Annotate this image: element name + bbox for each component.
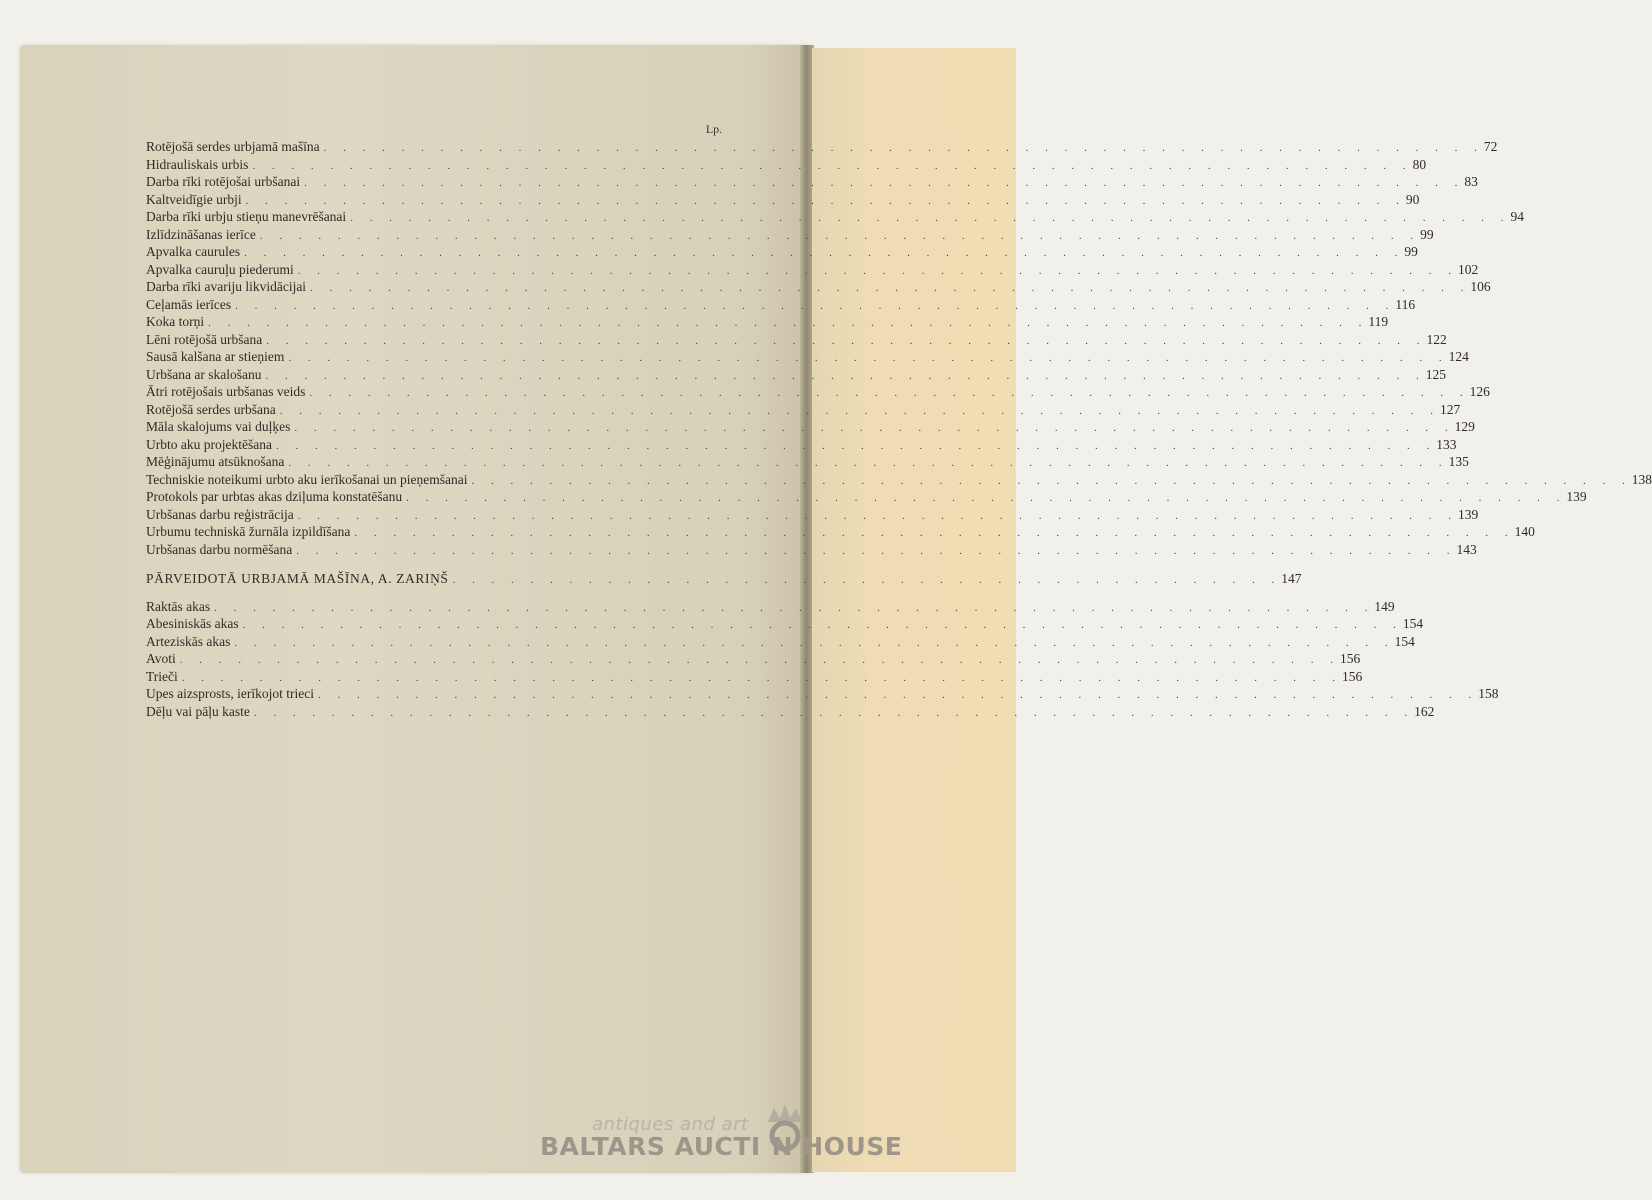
toc-entry-page: 154 <box>1394 633 1415 649</box>
toc-leader-dots: . . . . . . . . . . . . . . . . . . . . . . . . . . . . . . . . . . . . . . . . . . . . . . . . . . . . . . . . . . . . <box>296 544 1457 557</box>
toc-entry-page: 139 <box>1566 489 1587 504</box>
toc-entry-title: Upes aizsprosts, ierīkojot trieci <box>146 686 314 701</box>
toc-entry <box>146 261 1479 279</box>
toc-entry-title: Arteziskās akas <box>146 633 231 649</box>
toc-entry-title: Sausā kalšana ar stieņiem <box>146 349 285 364</box>
toc-entry-page: 94 <box>1510 209 1524 224</box>
toc-leader-dots: . . . . . . . . . . . . . . . . . . . . . . . . . . . . . . . . . . . . . . . . . . . . . . . . . . . . . . . . . . . . <box>252 159 1413 172</box>
toc-entry <box>146 243 1418 261</box>
toc-leader-dots: . . . . . . . . . . . . . . . . . . . . . . . . . . . . . . . . . . . . . . . . . . . . . . . . . . . . . . . . . . . . <box>275 439 1437 452</box>
toc-entry <box>146 278 1491 296</box>
toc-entry <box>146 418 1475 436</box>
toc-entry-title: Māla skalojums vai duļķes <box>146 419 291 434</box>
toc-entry <box>146 668 1363 686</box>
toc-leader-dots: . . . . . . . . . . . . . . . . . . . . . . . . . . . . . . . . . . . . . . . . . . . . . . . . . . . . . . . . . . . . <box>309 387 1470 399</box>
auction-house-watermark <box>540 1100 960 1170</box>
toc-entry <box>146 436 1457 454</box>
page-column-label: Lp. <box>705 122 723 136</box>
toc-leader-dots: . . . . . . . . . . . . . . . . . . . . . . . . . . . . . . . . . . . . . . . . . . . . . . . . . . . . . . . . . . . . <box>235 299 1396 312</box>
toc-entry-title: Darba rīki avariju likvidācijai <box>146 279 307 294</box>
toc-leader-dots: . . . . . . . . . . . . . . . . . . . . . . . . . . . . . . . . . . . . . . . . . . . . . . . . . . . . . . . . . . . . <box>259 229 1421 242</box>
toc-entry <box>146 488 1587 506</box>
toc-section-heading <box>146 570 1302 588</box>
toc-entry-page: 124 <box>1448 349 1469 364</box>
toc-entry <box>146 471 1652 489</box>
watermark-brand: BALTARS AUCTI N HOUSE <box>540 1132 903 1161</box>
toc-leader-dots: . . . . . . . . . . . . . . . . . . . . . . . . . . . . . . . . . . . . . . . . . . . . . . . . . . . . . . . . . . . . <box>471 474 1632 487</box>
toc-entry-title: Trieči <box>146 668 178 684</box>
toc-leader-dots: . . . . . . . . . . . . . . . . . . . . . . . . . . . . . . . . . . . . . . . . . . . . . . . . . . . . . . . . . . . . <box>242 619 1403 631</box>
toc-entry-page: 116 <box>1395 296 1416 312</box>
toc-leader-dots: . . . . . . . . . . . . . . . . . . . . . . . . . . . . . . . . . . . . . . . . . . . . . . . . . . . . . . . . . . . . <box>406 492 1567 504</box>
toc-leader-dots: . . . . . . . . . . . . . . . . . . . . . . . . . . . . . . . . . . . . . . . . . . . . . . . . . . . . . . . . . . . . <box>294 422 1455 434</box>
toc-entry-page: 143 <box>1456 541 1477 557</box>
toc-entry-page: 119 <box>1368 314 1389 329</box>
toc-entry-title: Urbšanas darbu normēšana <box>146 541 293 557</box>
toc-entry-title: Rotējošā serdes urbjamā mašīna <box>146 139 320 154</box>
toc-entry-page: 126 <box>1469 384 1490 399</box>
toc-entry <box>146 173 1478 191</box>
toc-entry-title: Abesiniskās akas <box>146 616 239 631</box>
toc-entry-page: 106 <box>1470 279 1491 294</box>
toc-entry-title: PĀRVEIDOTĀ URBJAMĀ MAŠĪNA, A. ZARIŅŠ <box>146 571 449 586</box>
toc-entry-title: Urbto aku projektēšana <box>146 436 272 452</box>
toc-leader-dots: . . . . . . . . . . . . . . . . . . . . . . . . . . . . . . . . . . . . . . . . . . . . . . . . . . . . . . . . . . . . <box>265 369 1426 382</box>
toc-entry-page: 83 <box>1464 174 1478 189</box>
toc-group-2 <box>146 598 1499 721</box>
toc-entry <box>146 703 1435 721</box>
toc-leader-dots: . . . . . . . . . . . . . . . . . . . . . . . . . . . . . . . . . . . . . . . . . . . . . . . . . . . . . . . . . . . . <box>288 457 1449 469</box>
toc-leader-dots: . . . . . . . . . . . . . . . . . . . . . . . . . . . . . . . . . . . . . . . . . . . . . . . . . . . . . . . . . . . . <box>304 177 1465 189</box>
toc-entry-page: 99 <box>1404 244 1418 259</box>
toc-entry <box>146 348 1469 366</box>
toc-leader-dots: . . . . . . . . . . . . . . . . . . . . . . . . . . . . . . . . . . . . . . . . . . . . . . . . . . . . . . . . . . . . <box>323 142 1484 154</box>
toc-entry <box>146 226 1434 244</box>
toc-entry <box>146 383 1490 401</box>
toc-leader-dots: . . . . . . . . . . . . . . . . . . . . . . . . . . . . . . . . . . . . . . . . . . . . . . . . . . . . . . . . . . . . <box>253 706 1415 719</box>
toc-leader-dots: . . . . . . . . . . . . . . . . . . . . . . . . . . . . . . . . . . . . . . . . . . . . . . . . . . . . . . . . . . . . <box>350 212 1511 224</box>
toc-group-1 <box>146 138 1652 558</box>
toc-entry-title: Lēni rotējošā urbšana <box>146 331 263 347</box>
toc-entry-page: 127 <box>1439 401 1461 417</box>
toc-entry-page: 135 <box>1448 454 1469 469</box>
toc-entry-title: Rotējošā serdes urbšana <box>146 401 276 417</box>
toc-entry-title: Raktās akas <box>146 598 211 614</box>
toc-leader-dots: . . . . . . . . . . . . . . . . . . . . . . . . . . . . . . . . . . . . . . . . . . . . . . . . . . . . . . . . . . . . <box>181 671 1343 684</box>
toc-entry-title: Apvalka caurules <box>146 244 241 259</box>
toc-entry-page: 139 <box>1457 506 1479 522</box>
toc-entry <box>146 313 1389 331</box>
toc-entry <box>146 138 1498 156</box>
toc-entry-title: Apvalka cauruļu piederumi <box>146 261 294 277</box>
toc-entry <box>146 366 1446 384</box>
toc-leader-dots: . . . . . . . . . . . . . . . . . . . . . . . . . . . . . . . . . . . . . . . . . . . . . . . . . . . . . . . . . . . . <box>244 247 1405 259</box>
toc-entry-page: 156 <box>1342 668 1363 684</box>
toc-entry <box>146 331 1447 349</box>
toc-entry-page: 162 <box>1414 703 1435 719</box>
toc-leader-dots: . . . . . . . . . . . . . . . . . . . . . . . . . . . . . . . . . . . . . . . . . . . . . . . . . . . . . . . . . . . . <box>234 636 1395 649</box>
toc-leader-dots: . . . . . . . . . . . . . . . . . . . . . . . . . . . . . . . . . . . . . . . . . . . . . . . . . . . . . . . . . . . . <box>208 317 1369 329</box>
toc-entry <box>146 401 1461 419</box>
toc-entry-page: 133 <box>1436 436 1457 452</box>
toc-entry-title: Hidrauliskais urbis <box>146 156 249 172</box>
toc-entry <box>146 208 1524 226</box>
toc-entry-title: Techniskie noteikumi urbto aku ierīkošanai un pieņemšanai <box>146 471 468 487</box>
toc-entry <box>146 650 1361 668</box>
toc-entry <box>146 633 1415 651</box>
toc-entry-title: Darba rīki rotējošai urbšanai <box>146 174 301 189</box>
toc-entry-title: Darba rīki urbju stieņu manevrēšanai <box>146 209 347 224</box>
toc-entry <box>146 156 1427 174</box>
toc-entry-page: 149 <box>1374 598 1395 614</box>
toc-entry-title: Protokols par urbtas akas dziļuma konstatēšanu <box>146 489 403 504</box>
toc-leader-dots: . . . . . . . . . . . . . . . . . . . . . . . . . . . . . . . . . . . . . . . . . . . . . . . . . . . . . . . . . . . . <box>179 654 1340 666</box>
toc-leader-dots: . . . . . . . . . . . . . . . . . . . . . . . . . . . . . . . . . . . . . . . . . . . . . . . . . . . . . . . . . . . . <box>266 334 1427 347</box>
toc-entry <box>146 541 1477 559</box>
toc-leader-dots: . . . . . . . . . . . . . . . . . . . . . . . . . . . . . . . . . . . . . . . . . . . . . . . . . . . . . . . . . . . . <box>245 194 1406 207</box>
toc-entry <box>146 506 1479 524</box>
toc-entry-page: 99 <box>1420 226 1434 242</box>
toc-entry-title: Kaltveidīgie urbji <box>146 191 242 207</box>
toc-entry <box>146 615 1424 633</box>
toc-leader-dots: . . . . . . . . . . . . . . . . . . . . . . . . . . . . . . . . . . . . . . . . . . . . . . . . . . . . . . . . . . . . <box>354 527 1515 539</box>
toc-leader-dots: . . . . . . . . . . . . . . . . . . . . . . . . . . . . . . . . . . . . . . . . . . . . . . . . . . . . . . . . . . . . <box>297 264 1458 277</box>
toc-leader-dots: . . . . . . . . . . . . . . . . . . . . . . . . . . . . . . . . . . . . . . . . . . . . . . . . . . . . . . . . . . . . <box>317 689 1479 701</box>
toc-entry-page: 156 <box>1340 651 1361 666</box>
toc-entry <box>146 685 1499 703</box>
toc-entry <box>146 191 1420 209</box>
toc-leader-dots: . . . . . . . . . . . . . . . . . . . . . . . . . . . . . . . . . . . . . . . . . . . . . . . . . . . . . . . . . . . . <box>279 404 1440 417</box>
toc-entry-page: 72 <box>1483 139 1498 154</box>
toc-entry <box>146 523 1535 541</box>
toc-leader-dots: . . . . . . . . . . . . . . . . . . . . . . . . . . . . . . . . . . . . . . . . . . . <box>452 574 1282 586</box>
toc-entry-title: Urbumu techniskā žurnāla izpildīšana <box>146 524 351 539</box>
table-of-contents <box>146 138 1652 720</box>
toc-entry-page: 102 <box>1457 261 1479 277</box>
toc-entry <box>146 598 1395 616</box>
toc-entry-page: 125 <box>1425 366 1446 382</box>
toc-entry-page: 138 <box>1631 471 1652 487</box>
watermark-tagline: antiques and art <box>592 1114 749 1135</box>
toc-leader-dots: . . . . . . . . . . . . . . . . . . . . . . . . . . . . . . . . . . . . . . . . . . . . . . . . . . . . . . . . . . . . <box>288 352 1449 364</box>
toc-entry-title: Ātri rotējošais urbšanas veids <box>146 384 306 399</box>
toc-entry-title: Urbšanas darbu reģistrācija <box>146 506 294 522</box>
toc-entry-title: Mēģinājumu atsūknošana <box>146 454 285 469</box>
toc-entry-page: 122 <box>1426 331 1447 347</box>
toc-entry-page: 154 <box>1402 616 1424 631</box>
toc-entry-page: 80 <box>1412 156 1427 172</box>
toc-entry <box>146 296 1416 314</box>
toc-entry-page: 158 <box>1478 686 1499 701</box>
toc-entry-title: Urbšana ar skalošanu <box>146 366 262 382</box>
toc-leader-dots: . . . . . . . . . . . . . . . . . . . . . . . . . . . . . . . . . . . . . . . . . . . . . . . . . . . . . . . . . . . . <box>214 601 1375 614</box>
toc-entry-title: Avoti <box>146 651 176 666</box>
toc-entry-title: Izlīdzināšanas ierīce <box>146 226 256 242</box>
toc-entry-page: 140 <box>1514 524 1535 539</box>
toc-leader-dots: . . . . . . . . . . . . . . . . . . . . . . . . . . . . . . . . . . . . . . . . . . . . . . . . . . . . . . . . . . . . <box>310 282 1471 294</box>
toc-entry-title: Koka torņi <box>146 314 205 329</box>
toc-entry-page: 129 <box>1454 419 1475 434</box>
toc-entry-page: 90 <box>1405 191 1420 207</box>
toc-entry <box>146 453 1469 471</box>
toc-entry-page: 147 <box>1281 571 1302 586</box>
toc-leader-dots: . . . . . . . . . . . . . . . . . . . . . . . . . . . . . . . . . . . . . . . . . . . . . . . . . . . . . . . . . . . . <box>297 509 1458 522</box>
toc-entry-title: Ceļamās ierīces <box>146 296 232 312</box>
toc-entry-title: Dēļu vai pāļu kaste <box>146 703 250 719</box>
